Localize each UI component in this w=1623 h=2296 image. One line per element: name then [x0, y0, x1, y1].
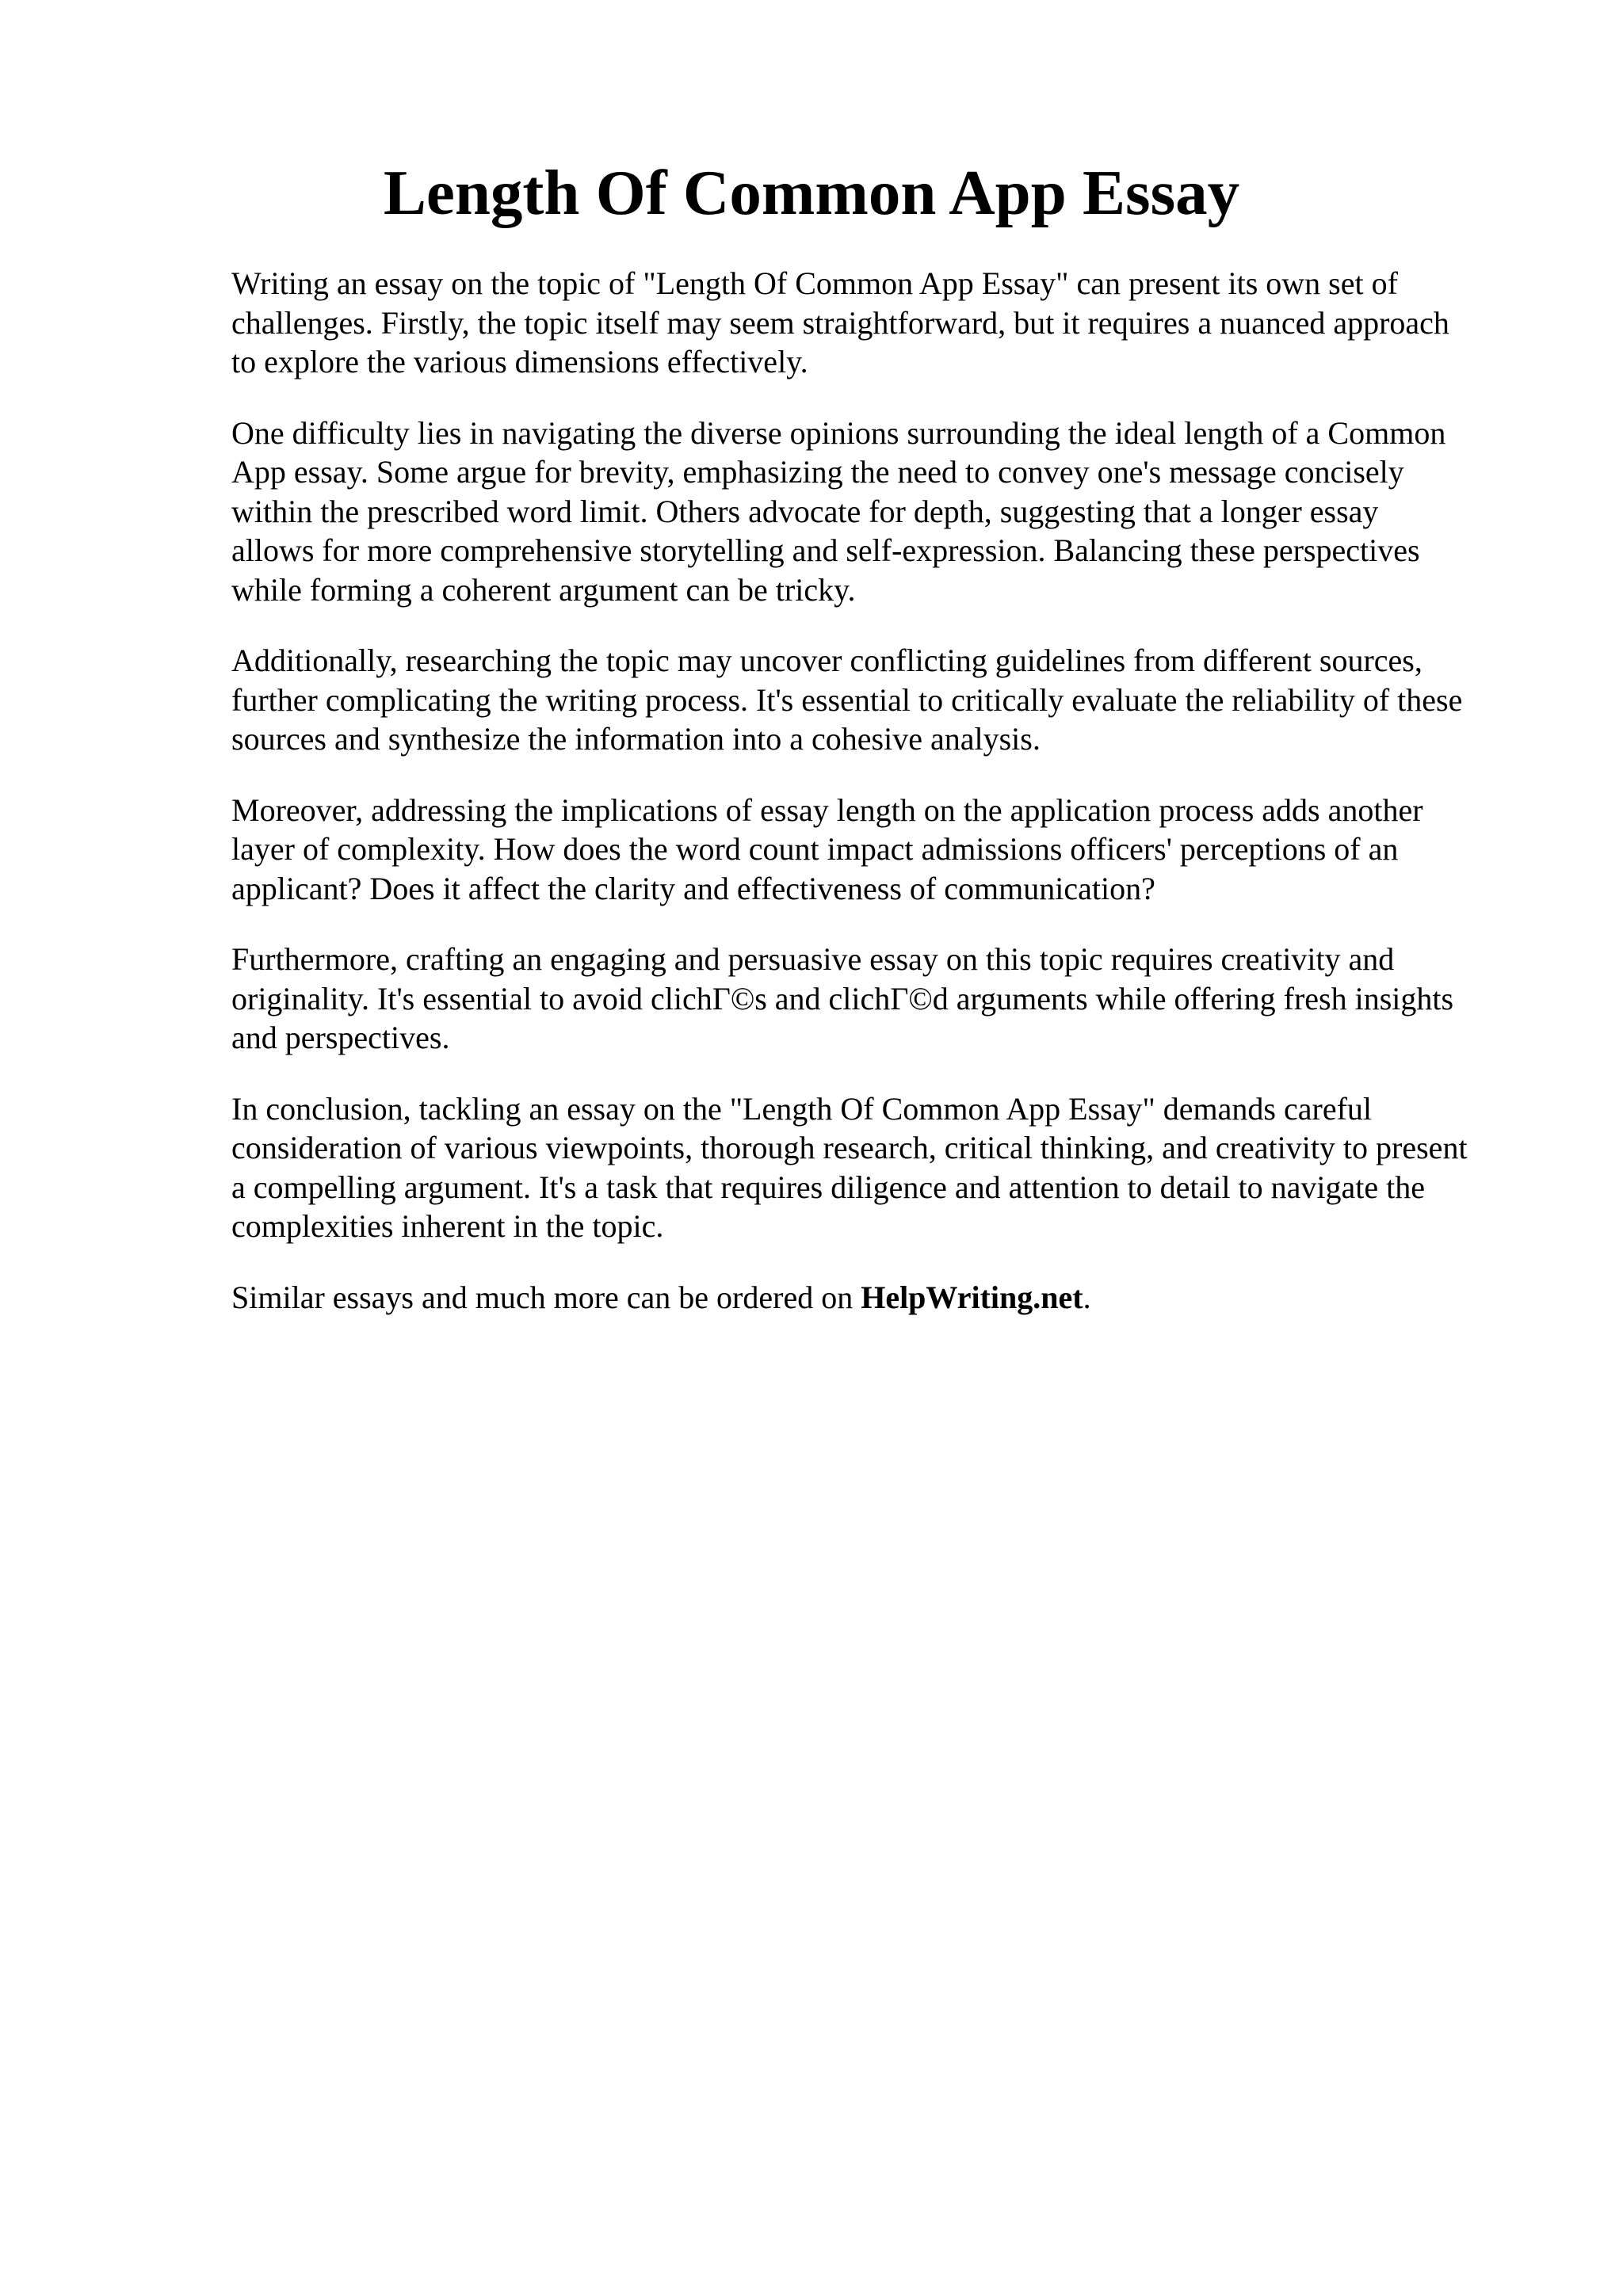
- paragraph-line: applicant? Does it affect the clarity and effectiveness of communication?: [231, 870, 1155, 906]
- document-body: [231, 264, 1531, 1317]
- paragraph-line: Writing an essay on the topic of "Length Of Common App Essay" can present its own set of: [231, 265, 1398, 301]
- order-footer: [231, 1278, 1531, 1318]
- paragraph-line: a compelling argument. It's a task that requires diligence and attention to detail to navigate the: [231, 1169, 1425, 1205]
- paragraph-line: while forming a coherent argument can be tricky.: [231, 571, 856, 608]
- paragraph-line: consideration of various viewpoints, thorough research, critical thinking, and creativity to present: [231, 1130, 1468, 1165]
- paragraph-line: within the prescribed word limit. Others advocate for depth, suggesting that a longer essay: [231, 493, 1379, 529]
- paragraph-line: challenges. Firstly, the topic itself may seem straightforward, but it requires a nuanced approach: [231, 304, 1449, 341]
- paragraph-line: sources and synthesize the information into a cohesive analysis.: [231, 721, 1041, 757]
- paragraph-5: [231, 940, 1531, 1058]
- paragraph-line: originality. It's essential to avoid clichΓ©s and clichΓ©d arguments while offering fresh insights: [231, 980, 1454, 1016]
- paragraph-line: Additionally, researching the topic may uncover conflicting guidelines from different sources,: [231, 643, 1423, 678]
- paragraph-line: complexities inherent in the topic.: [231, 1208, 664, 1244]
- paragraph-line: layer of complexity. How does the word count impact admissions officers' perceptions of an: [231, 831, 1399, 867]
- paragraph-line: In conclusion, tackling an essay on the "Length Of Common App Essay" demands careful: [231, 1090, 1373, 1127]
- document-title: Length Of Common App Essay: [383, 157, 1240, 228]
- paragraph-line: allows for more comprehensive storytelling and self-expression. Balancing these perspectives: [231, 532, 1420, 568]
- paragraph-3: [231, 641, 1531, 759]
- paragraph-1: [231, 264, 1531, 382]
- paragraph-line: Moreover, addressing the implications of essay length on the application process adds another: [231, 791, 1423, 828]
- paragraph-line: Furthermore, crafting an engaging and persuasive essay on this topic requires creativity and: [231, 941, 1395, 977]
- paragraph-line: One difficulty lies in navigating the diverse opinions surrounding the ideal length of a Common: [231, 414, 1446, 451]
- paragraph-6: [231, 1089, 1531, 1246]
- paragraph-2: [231, 414, 1531, 610]
- paragraph-4: [231, 791, 1531, 909]
- footer-text: Similar essays and much more can be ordered on: [231, 1279, 854, 1315]
- paragraph-line: and perspectives.: [231, 1020, 450, 1055]
- paragraph-line: further complicating the writing process. It's essential to critically evaluate the reliability of these: [231, 681, 1463, 718]
- helpwriting-link[interactable]: HelpWriting.net: [861, 1279, 1083, 1315]
- paragraph-line: App essay. Some argue for brevity, emphasizing the need to convey one's message concisely: [231, 454, 1404, 490]
- footer-period: .: [1083, 1279, 1091, 1315]
- paragraph-line: to explore the various dimensions effectively.: [231, 344, 808, 379]
